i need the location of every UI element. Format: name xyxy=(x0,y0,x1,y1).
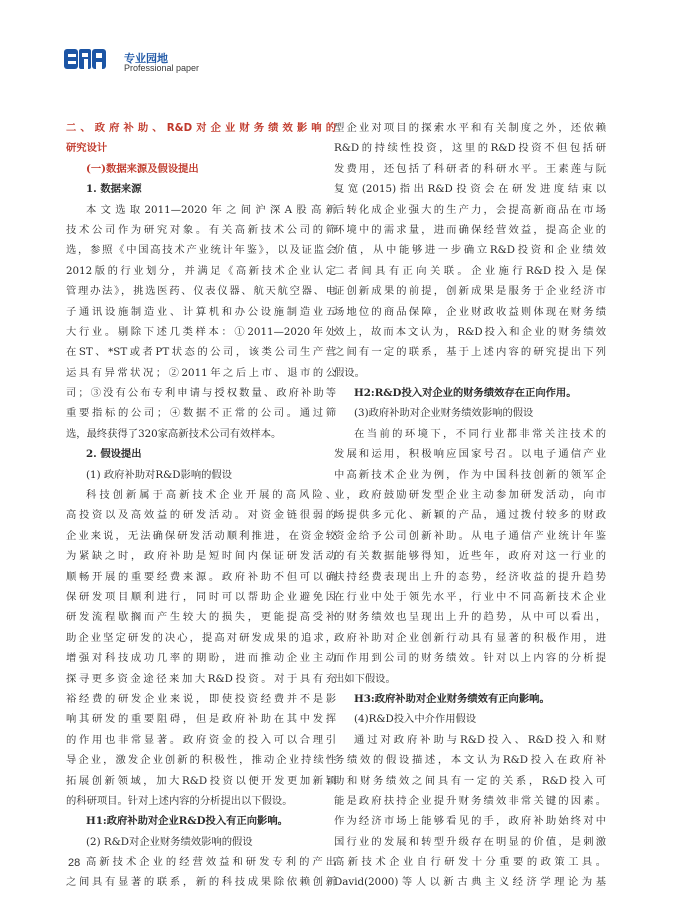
text-line: 增强对科技成功几率的期盼，进而推动企业主动 xyxy=(66,652,336,665)
text-line: 研究设计 xyxy=(66,142,108,155)
text-line: 技术公司作为研究对象。有关高新技术公司的筛 xyxy=(66,223,336,236)
text-line: R&D的持续性投资，这里的R&D投资不但包括研 xyxy=(334,142,606,155)
text-line: 型企业对项目的探索水平和有关制度之外，还依赖 xyxy=(334,122,606,134)
text-line: 探寻更多资金途径来加大R&D投资。对于具有充 xyxy=(66,672,336,685)
journal-header xyxy=(64,47,264,77)
text-line: 复宽(2015)指出R&D投资会在研发进度结束以 xyxy=(334,183,606,196)
text-line: 业，政府鼓励研发型企业主动参加研发活动，向市 xyxy=(334,489,606,502)
text-line: 本文选取2011—2020年之间沪深A股高新 xyxy=(86,203,336,216)
text-line: (4)R&D投入中介作用假设 xyxy=(354,713,477,726)
text-line: (1) 政府补助对R&D影响的假设 xyxy=(86,468,233,481)
text-line: (3)政府补助对企业财务绩效影响的假设 xyxy=(354,407,534,420)
text-line: 高新技术企业自行研发十分重要的政策工具。 xyxy=(334,856,606,869)
text-line: 假设。 xyxy=(334,366,365,379)
text-line: H3:政府补助对企业财务绩效有正向影响。 xyxy=(354,692,550,705)
text-line: 的作用也非常显著。政府资金的投入可以合理引 xyxy=(66,733,336,746)
section-title-cn: 专业园地 xyxy=(124,52,168,65)
text-line: 为紧缺之时，政府补助是短时间内保证研发活动 xyxy=(66,550,336,563)
right-text-column xyxy=(334,118,606,893)
text-line: 政府补助对企业创新行动具有显著的积极作用，进 xyxy=(334,631,606,644)
text-line: 的科研项目。针对上述内容的分析提出以下假设。 xyxy=(66,794,293,807)
text-line: H2:R&D投入对企业的财务绩效存在正向作用。 xyxy=(354,387,577,400)
text-line: 证创新成果的前提，创新成果是服务于企业经济市 xyxy=(334,285,606,298)
text-line: 高投资以及高效益的研发活动。对资金链很弱的 xyxy=(66,509,336,522)
text-line: 重要指标的公司；④数据不正常的公司。通过筛 xyxy=(66,407,336,420)
text-line: 导企业，激发企业创新的积极性，推动企业持续性 xyxy=(66,754,336,767)
text-line: 在ST、*ST或者PT状态的公司，该类公司生产营 xyxy=(66,346,336,359)
text-line: 后转化成企业强大的生产力，会提高新商品在市场 xyxy=(334,203,606,216)
text-line: 场地位的商品保障，企业财政收益则体现在财务绩 xyxy=(334,305,606,318)
text-line: 1. 数据来源 xyxy=(86,183,142,196)
text-line: 之间有一定的联系，基于上述内容的研究提出下列 xyxy=(334,346,606,359)
text-line: 二者间具有正向关联。企业施行R&D投入是保 xyxy=(334,264,606,277)
text-line: 的财务绩效也呈现出上升的趋势，从中可以看出， xyxy=(334,611,606,624)
text-line: 在行业中处于领先水平，行业中不同高新技术企业 xyxy=(334,590,606,603)
text-line: 裕经费的研发企业来说，即使投资经费并不是影 xyxy=(66,692,336,705)
text-line: (一)数据来源及假设提出 xyxy=(86,162,199,175)
text-line: 司；③没有公布专利申请与授权数量、政府补助等 xyxy=(66,387,336,400)
page-number: 28 xyxy=(68,857,81,869)
text-line: 国行业的发展和转型升级存在明显的价值，是刺激 xyxy=(334,835,606,848)
text-line: 大行业。剔除下述几类样本：①2011—2020年处 xyxy=(66,325,336,338)
text-line: 资金给予公司创新补助。从电子通信产业统计年鉴 xyxy=(334,529,606,542)
text-line: 价值，从中能够进一步确立R&D投资和企业绩效 xyxy=(334,244,606,257)
text-line: 中高新技术企业为例，作为中国科技创新的领军企 xyxy=(334,468,606,481)
text-line: 2. 假设提出 xyxy=(86,448,142,461)
text-line: 务绩效的假设描述，本文认为R&D投入在政府补 xyxy=(334,754,606,767)
text-line: 选，最终获得了320家高新技术公司有效样本。 xyxy=(66,427,282,440)
text-line: 2012版的行业划分，并满足《高新技术企业认定 xyxy=(66,264,336,277)
text-line: 效上，故而本文认为，R&D投入和企业的财务绩效 xyxy=(334,325,606,338)
text-line: 高新技术企业的经营效益和研发专利的产出 xyxy=(86,856,336,869)
text-line: 选，参照《中国高技术产业统计年鉴》，以及证监会 xyxy=(66,244,336,257)
text-line: 发费用，还包括了科研者的科研水平。王素莲与阮 xyxy=(334,162,606,175)
text-line: 通过对政府补助与R&D投入、R&D投入和财 xyxy=(354,733,606,746)
text-line: 管理办法》，挑选医药、仪表仪器、航天航空器、电 xyxy=(66,285,336,298)
text-line: 企业来说，无法确保研发活动顺利推进，在资金较 xyxy=(66,529,336,542)
text-line: David(2000)等人以新古典主义经济学理论为基 xyxy=(334,876,606,889)
text-line: 科技创新属于高新技术企业开展的高风险、 xyxy=(86,489,336,502)
text-line: 在当前的环境下，不同行业都非常关注技术的 xyxy=(354,427,606,440)
text-line: 保研发项目顺利进行，同时可以帮助企业避免因 xyxy=(66,590,336,603)
left-text-column xyxy=(66,118,336,893)
text-line: 作为经济市场上能够看见的手，政府补助始终对中 xyxy=(334,815,606,828)
section-title-en: Professional paper xyxy=(124,63,200,73)
text-line: 顺畅开展的重要经费来源。政府补助不但可以确 xyxy=(66,570,336,583)
text-line: 二、政府补助、R&D对企业财务绩效影响的 xyxy=(66,122,336,134)
text-line: 研发流程歇搁而产生较大的损失，更能提高受补 xyxy=(66,611,336,624)
text-line: 扶持经费表现出上升的态势，经济收益的提升趋势 xyxy=(334,570,606,583)
text-line: 助企业坚定研发的决心，提高对研发成果的追求， xyxy=(66,631,336,644)
text-line: 的有关数据能够得知，近些年，政府对这一行业的 xyxy=(334,550,606,563)
text-line: 发展和运用，积极响应国家号召。以电子通信产业 xyxy=(334,448,606,461)
text-line: 响其研发的重要阻碍，但是政府补助在其中发挥 xyxy=(66,713,336,726)
text-line: (2) R&D对企业财务绩效影响的假设 xyxy=(86,835,253,848)
text-line: 助和财务绩效之间具有一定的关系，R&D投入可 xyxy=(334,774,606,787)
journal-logo-icon xyxy=(64,47,106,71)
text-line: 能是政府扶持企业提升财务绩效非常关键的因素。 xyxy=(334,794,606,807)
text-line: H1:政府补助对企业R&D投入有正向影响。 xyxy=(86,815,288,828)
text-line: 出如下假设。 xyxy=(334,672,396,685)
text-line: 运具有异常状况；②2011年之后上市、退市的公 xyxy=(66,366,336,379)
text-line: 拓展创新领域，加大R&D投资以便开发更加新颖 xyxy=(66,774,336,787)
text-line: 场提供多元化、新颖的产品，通过拨付较多的财政 xyxy=(334,509,606,522)
text-line: 子通讯设施制造业、计算机和办公设施制造业五 xyxy=(66,305,336,318)
text-line: 之间具有显著的联系，新的科技成果除依赖创新 xyxy=(66,876,336,889)
text-line: 而作用到公司的财务绩效。针对以上内容的分析提 xyxy=(334,652,606,665)
text-line: 环境中的需求量，进而确保经营效益，提高企业的 xyxy=(334,223,606,236)
